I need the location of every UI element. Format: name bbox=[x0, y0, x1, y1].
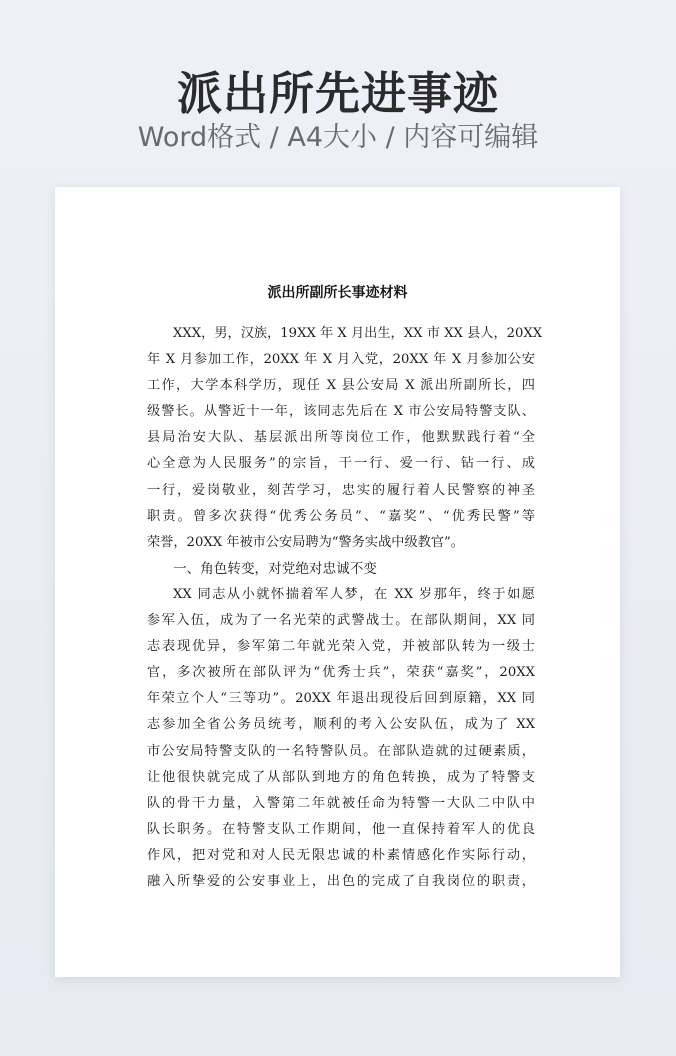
body-line: 队长职务。在特警支队工作期间，他一直保持着军人的优良 bbox=[147, 821, 535, 837]
body-line: 级警长。从警近十一年，该同志先后在 X 市公安局特警支队、 bbox=[147, 404, 535, 420]
body-line: 参军入伍，成为了一名光荣的武警战士。在部队期间，XX 同 bbox=[147, 613, 535, 629]
body-line: 队的骨干力量，入警第二年就被任命为特警一大队二中队中 bbox=[147, 795, 535, 811]
body-line: 年 X 月参加工作，20XX 年 X 月入党，20XX 年 X 月参加公安 bbox=[147, 352, 535, 368]
body-line: 年荣立个人“三等功”。20XX 年退出现役后回到原籍，XX 同 bbox=[147, 691, 535, 707]
page-title: 派出所先进事迹 bbox=[176, 67, 499, 120]
body-line: 让他很快就完成了从部队到地方的角色转换，成为了特警支 bbox=[147, 769, 535, 785]
body-line: 职责。曾多次获得“优秀公务员”、“嘉奖”、“优秀民警”等 bbox=[147, 508, 535, 524]
body-line: 荣誉，20XX 年被市公安局聘为“警务实战中级教官”。 bbox=[147, 534, 464, 550]
body-line: 官，多次被所在部队评为“优秀士兵”，荣获“嘉奖”，20XX bbox=[147, 665, 535, 681]
body-line: 县局治安大队、基层派出所等岗位工作，他默默践行着“全 bbox=[147, 430, 535, 446]
document-title: 派出所副所长事迹材料 bbox=[267, 285, 408, 301]
page-subtitle: Word格式 / A4大小 / 内容可编辑 bbox=[137, 122, 539, 153]
body-line: 市公安局特警支队的一名特警队员。在部队造就的过硬素质， bbox=[147, 743, 535, 759]
body-line: 心全意为人民服务”的宗旨，干一行、爱一行、钻一行、成 bbox=[147, 456, 535, 472]
body-line: 志参加全省公务员统考，顺利的考入公安队伍，成为了 XX bbox=[147, 717, 535, 733]
body-line: 工作，大学本科学历，现任 X 县公安局 X 派出所副所长，四 bbox=[147, 378, 535, 394]
body-line: 一行，爱岗敬业，刻苦学习，忠实的履行着人民警察的神圣 bbox=[147, 482, 535, 498]
body-line: XXX，男，汉族，19XX 年 X 月出生，XX 市 XX 县人，20XX bbox=[173, 326, 543, 341]
document-body bbox=[147, 321, 543, 895]
body-line: 志表现优异，参军第二年就光荣入党，并被部队转为一级士 bbox=[147, 639, 535, 655]
body-line: XX 同志从小就怀揣着军人梦，在 XX 岁那年，终于如愿 bbox=[173, 586, 535, 602]
body-line: 融入所挚爱的公安事业上，出色的完成了自我岗位的职责， bbox=[147, 873, 535, 889]
body-line: 作风，把对党和对人民无限忠诚的朴素情感化作实际行动， bbox=[147, 847, 535, 863]
document-page bbox=[55, 187, 620, 977]
section-heading: 一、角色转变，对党绝对忠诚不变 bbox=[173, 560, 377, 577]
